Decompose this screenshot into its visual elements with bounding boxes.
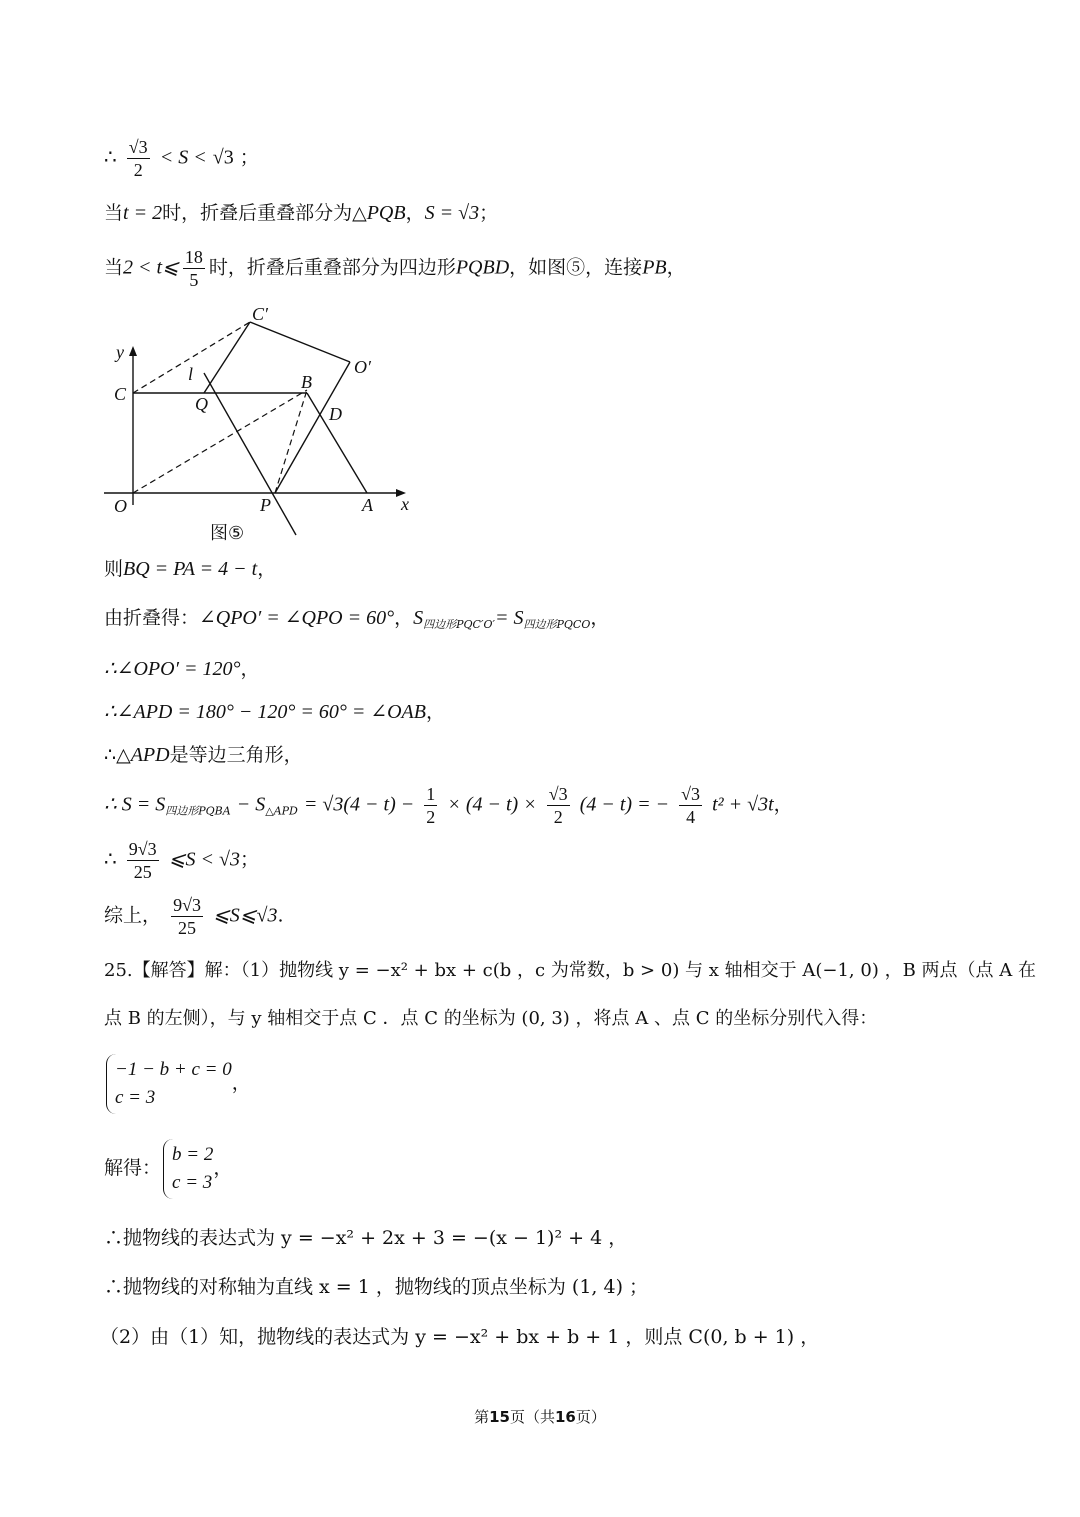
paragraph-text: 25.【解答】解：（1）抛物线 y = −x² + bx + c(b ，c 为常数，b > 0) 与 x 轴相交于 A(−1, 0) ，B 两点（点 A 在	[104, 960, 1036, 981]
text: ，如图⑤，连接	[509, 256, 643, 279]
triangle-name: PQB	[366, 202, 406, 224]
punctuation: ，	[773, 793, 793, 816]
page-footer	[0, 1406, 1080, 1427]
label-o: O	[114, 496, 127, 516]
punctuation: ，	[394, 607, 414, 629]
denominator: 2	[553, 807, 563, 827]
equation-system	[163, 1139, 213, 1199]
line-16	[104, 1226, 627, 1250]
paragraph-text: （2）由（1）知，抛物线的表达式为 y = −x² + bx + b + 1 ，则点 C(0, b + 1) ，	[100, 1326, 820, 1348]
equation: ∴∠APD = 180° − 120° = 60° = ∠OAB	[104, 701, 426, 723]
label-o-prime: O′	[354, 357, 371, 377]
label-x: x	[401, 494, 409, 514]
equation-row: c = 3	[115, 1087, 156, 1108]
segment-q-cprime	[204, 322, 250, 393]
punctuation: ，	[213, 1157, 233, 1179]
text: 则	[104, 558, 124, 580]
numerator: 18	[184, 247, 203, 267]
paragraph-text: ∴抛物线的对称轴为直线 x = 1 ，抛物线的顶点坐标为 (1, 4) ；	[104, 1276, 649, 1298]
segment-cprime-oprime	[250, 322, 350, 362]
paragraph-text: ∴抛物线的表达式为 y = −x² + 2x + 3 = −(x − 1)² + 4 ，	[104, 1227, 628, 1249]
denominator: 2	[426, 807, 436, 827]
label-p: P	[260, 495, 271, 515]
line-18	[100, 1325, 819, 1349]
text: 时，折叠后重叠部分为△	[162, 202, 367, 224]
equation-row: c = 3	[172, 1172, 213, 1193]
line-3	[104, 246, 686, 291]
punctuation: ，	[590, 607, 610, 629]
footer-text: 页（共	[509, 1408, 555, 1426]
equation: t = 2	[123, 202, 163, 224]
equation-row: −1 − b + c = 0	[115, 1059, 232, 1080]
label-a: A	[362, 495, 373, 515]
fraction	[424, 783, 437, 828]
footer-text: 第	[474, 1408, 490, 1426]
line-6	[104, 657, 259, 681]
denominator: 4	[686, 807, 696, 827]
numerator: 9√3	[128, 839, 157, 859]
text: 解得：	[104, 1157, 162, 1179]
equation: = √3(4 − t) −	[303, 793, 415, 816]
rhs-value: √3	[212, 146, 234, 169]
line-1	[104, 136, 259, 181]
inequality: 2 < t⩽	[123, 256, 179, 279]
label-l: l	[188, 364, 194, 384]
punctuation: ；	[239, 848, 259, 871]
denominator: 5	[189, 270, 199, 290]
equation-row: b = 2	[172, 1144, 214, 1165]
label-d: D	[329, 404, 342, 424]
fraction	[547, 783, 570, 828]
label-q: Q	[195, 394, 208, 414]
punctuation: ，	[425, 701, 445, 723]
area-symbol: S	[413, 607, 424, 629]
label-c-prime: C′	[252, 304, 268, 324]
text: 当	[104, 202, 124, 224]
denominator: 25	[178, 918, 196, 938]
fold-line-l	[204, 373, 296, 535]
geometry-figure	[100, 300, 420, 550]
dashed-o-b	[133, 390, 307, 493]
numerator: 1	[426, 784, 436, 804]
punctuation: ，	[666, 256, 686, 279]
line-2	[104, 201, 498, 225]
numerator: √3	[681, 784, 701, 804]
equation-system	[106, 1054, 232, 1114]
punctuation: ，	[405, 202, 425, 224]
therefore-symbol: ∴	[104, 848, 117, 871]
line-7	[104, 700, 445, 724]
fraction	[127, 136, 150, 181]
punctuation: ；	[479, 202, 499, 224]
line-4	[104, 557, 276, 581]
equation: BQ = PA = 4 − t	[123, 558, 258, 580]
numerator: √3	[548, 784, 568, 804]
footer-text: 页）	[575, 1408, 606, 1426]
line-10	[104, 838, 259, 883]
numerator: √3	[128, 137, 148, 157]
line-15	[104, 1139, 232, 1199]
punctuation: ，	[240, 658, 260, 680]
subscript: 四边形PQCO	[523, 618, 591, 631]
equation: (4 − t) = −	[579, 793, 670, 816]
triangle-name: APD	[130, 744, 170, 766]
text: 由折叠得：	[104, 607, 200, 629]
subscript: 四边形PQC′O′	[423, 618, 495, 631]
punctuation: ，	[257, 558, 277, 580]
fraction	[171, 894, 203, 939]
equation: ∴∠OPO′ = 120°	[104, 658, 241, 680]
fraction	[679, 783, 702, 828]
inequality: < S <	[159, 146, 207, 169]
paragraph-text: 点 B 的左侧），与 y 轴相交于点 C ．点 C 的坐标为 (0, 3) ，将点 A 、点 C 的坐标分别代入得：	[104, 1008, 878, 1029]
line-11	[104, 894, 284, 939]
line-17	[104, 1275, 648, 1299]
label-b: B	[301, 372, 312, 392]
line-12	[104, 959, 1036, 983]
line-9	[104, 783, 793, 828]
equation: − S	[236, 793, 266, 816]
line-5	[104, 606, 609, 637]
subscript: 四边形PQBA	[165, 804, 231, 818]
text: 当	[104, 256, 124, 279]
equation: t² + √3t	[712, 793, 774, 816]
line-14	[104, 1054, 251, 1114]
punctuation: .	[277, 904, 284, 927]
inequality: ⩽S⩽√3	[213, 904, 278, 927]
y-axis-arrow	[129, 346, 137, 356]
text: 综上，	[104, 904, 162, 927]
segment-oprime-p	[275, 362, 350, 493]
therefore-symbol: ∴	[104, 146, 117, 169]
text: 是等边三角形，	[169, 744, 303, 766]
numerator: 9√3	[173, 895, 201, 915]
equation: S = √3	[424, 202, 480, 224]
page-number: 15	[489, 1408, 510, 1426]
denominator: 2	[133, 160, 143, 180]
page-total: 16	[555, 1408, 576, 1426]
segment-name: PB	[642, 256, 667, 279]
line-13	[104, 1007, 877, 1031]
text: 时，折叠后重叠部分为四边形	[208, 256, 456, 279]
text: ∴△	[104, 744, 131, 766]
subscript: △APD	[265, 804, 298, 818]
label-c: C	[114, 384, 127, 404]
equation: ∴ S = S	[104, 793, 166, 816]
line-8	[104, 743, 303, 767]
punctuation: ，	[231, 1072, 251, 1094]
area-symbol: = S	[494, 607, 524, 629]
inequality: ⩽S < √3	[168, 848, 240, 871]
fraction	[183, 246, 205, 291]
quadrilateral-name: PQBD	[455, 256, 510, 279]
angle-equation: ∠QPO′ = ∠QPO = 60°	[199, 607, 395, 629]
figure-caption: 图⑤	[210, 523, 245, 544]
punctuation: ；	[239, 146, 259, 169]
denominator: 25	[133, 862, 152, 882]
fraction	[127, 838, 159, 883]
label-y: y	[116, 342, 124, 362]
equation: × (4 − t) ×	[447, 793, 537, 816]
